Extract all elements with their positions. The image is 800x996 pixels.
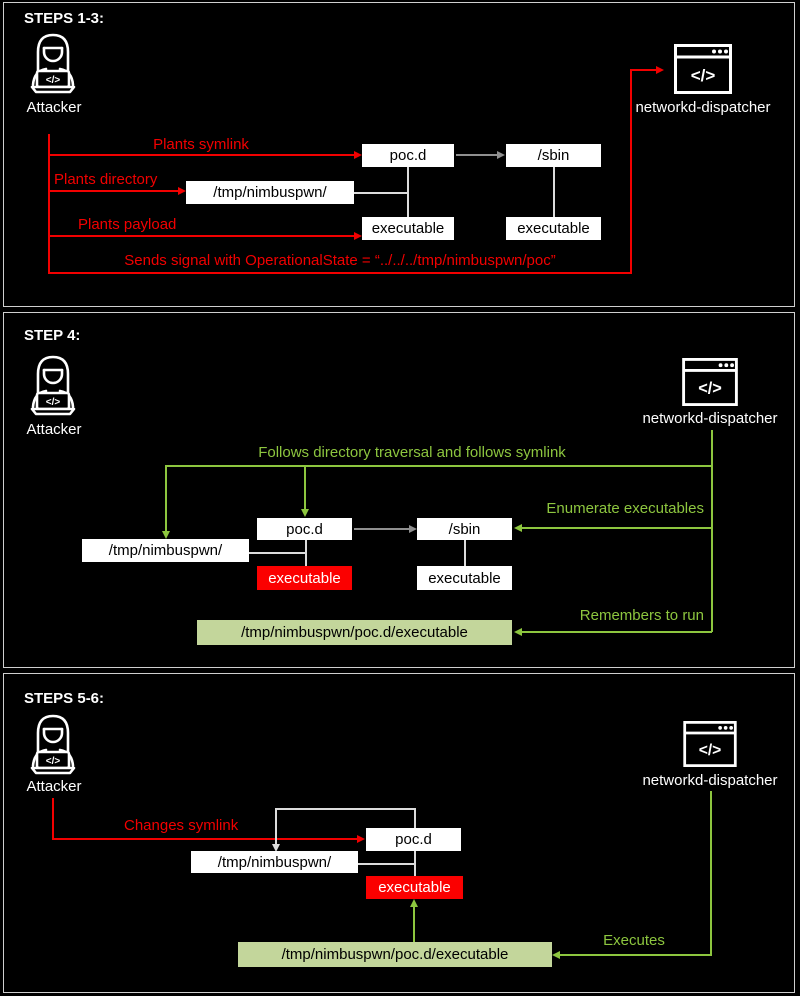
svg-text:</>: </> <box>45 75 61 86</box>
dispatcher-label: networkd-dispatcher <box>642 772 778 789</box>
tmpdir-pocd-connector <box>358 863 415 865</box>
enumerate-arrowhead <box>514 524 522 532</box>
executable-box-left: executable <box>362 217 454 240</box>
sbin-box: /sbin <box>417 518 512 540</box>
panel-steps-5-6 <box>3 673 795 993</box>
attacker-icon <box>20 351 86 419</box>
panel3-title: STEPS 5-6: <box>24 690 105 707</box>
dispatcher-lifeline <box>710 791 712 956</box>
plants-directory-arrowhead <box>178 187 186 195</box>
sbin-executable-connector <box>464 540 466 566</box>
sends-signal-line-bottom <box>48 272 632 274</box>
tmp-nimbuspwn-box: /tmp/nimbuspwn/ <box>82 539 249 562</box>
sbin-box: /sbin <box>506 144 601 167</box>
executes-arrow <box>560 954 711 956</box>
remembers-arrow <box>522 631 712 633</box>
svg-text:</>: </> <box>698 742 722 760</box>
pocd-to-sbin-arrowhead <box>497 151 505 159</box>
panel2-title: STEP 4: <box>24 327 81 344</box>
pocd-box: poc.d <box>366 828 461 851</box>
executable-box-right: executable <box>417 566 512 590</box>
plants-payload-label: Plants payload <box>78 216 177 233</box>
tmpdir-pocd-connector <box>354 192 407 194</box>
executes-arrowhead <box>552 951 560 959</box>
malicious-executable-box: executable <box>366 876 463 899</box>
sbin-executable-connector <box>553 167 555 217</box>
plants-directory-label: Plants directory <box>54 171 158 188</box>
follows-line <box>166 465 712 467</box>
remembers-label: Remembers to run <box>579 607 704 624</box>
tmpdir-pocd-connector <box>249 552 305 554</box>
dispatcher-lifeline <box>711 430 713 632</box>
changes-symlink-arrowhead <box>357 835 365 843</box>
networkd-dispatcher-icon <box>674 44 732 94</box>
panel1-title: STEPS 1-3: <box>24 10 105 27</box>
changes-symlink-arrow <box>52 838 357 840</box>
pocd-executable-connector <box>305 540 307 566</box>
follows-branch-tmpdir <box>165 465 167 531</box>
plants-symlink-arrow <box>48 154 354 156</box>
follows-pocd-arrowhead <box>301 509 309 517</box>
enumerate-arrow <box>522 527 712 529</box>
pocd-to-sbin-arrow <box>354 528 409 530</box>
dispatcher-label: networkd-dispatcher <box>635 99 771 116</box>
sends-signal-line-right <box>630 69 632 274</box>
svg-text:</>: </> <box>698 379 722 398</box>
follows-tmpdir-arrowhead <box>162 531 170 539</box>
plants-symlink-arrowhead <box>354 151 362 159</box>
symlink-loop-top <box>276 808 415 810</box>
networkd-dispatcher-icon <box>681 358 739 406</box>
attacker-label: Attacker <box>26 421 82 438</box>
networkd-dispatcher-icon <box>681 721 739 767</box>
pocd-to-sbin-arrowhead <box>409 525 417 533</box>
panel-step-4 <box>3 312 795 668</box>
pocd-to-sbin-arrow <box>456 154 497 156</box>
full-path-box: /tmp/nimbuspwn/poc.d/executable <box>238 942 552 967</box>
follows-branch-pocd <box>304 465 306 509</box>
symlink-loop-down <box>275 808 277 844</box>
attacker-label: Attacker <box>26 99 82 116</box>
svg-text:</>: </> <box>45 756 61 767</box>
attacker-icon <box>20 710 86 778</box>
plants-symlink-label: Plants symlink <box>153 136 249 153</box>
attacker-lifeline <box>52 798 54 840</box>
sends-signal-arrowhead <box>656 66 664 74</box>
malicious-executable-box: executable <box>257 566 352 590</box>
pocd-box: poc.d <box>362 144 454 167</box>
panel-steps-1-3 <box>3 2 795 307</box>
pocd-box: poc.d <box>257 518 352 540</box>
svg-text:</>: </> <box>690 66 716 85</box>
svg-text:</>: </> <box>45 397 61 408</box>
executable-box-right: executable <box>506 217 601 240</box>
full-path-box: /tmp/nimbuspwn/poc.d/executable <box>197 620 512 645</box>
sends-signal-line-top <box>630 69 656 71</box>
remembers-arrowhead <box>514 628 522 636</box>
enumerate-label: Enumerate executables <box>546 500 704 517</box>
run-payload-arrow <box>413 907 415 942</box>
sends-signal-label: Sends signal with OperationalState = “../../../tmp/nimbuspwn/poc” <box>124 252 556 269</box>
plants-directory-arrow <box>48 190 178 192</box>
pocd-executable-connector <box>407 167 409 217</box>
tmp-nimbuspwn-box: /tmp/nimbuspwn/ <box>186 181 354 204</box>
run-payload-arrowhead <box>410 899 418 907</box>
changes-symlink-label: Changes symlink <box>124 817 239 834</box>
executes-label: Executes <box>603 932 665 949</box>
follows-label: Follows directory traversal and follows symlink <box>258 444 566 461</box>
attacker-label: Attacker <box>26 778 82 795</box>
symlink-loop-up <box>414 808 416 828</box>
plants-payload-arrow <box>48 235 354 237</box>
dispatcher-label: networkd-dispatcher <box>642 410 778 427</box>
attacker-icon <box>20 29 86 97</box>
tmp-nimbuspwn-box: /tmp/nimbuspwn/ <box>191 851 358 873</box>
plants-payload-arrowhead <box>354 232 362 240</box>
